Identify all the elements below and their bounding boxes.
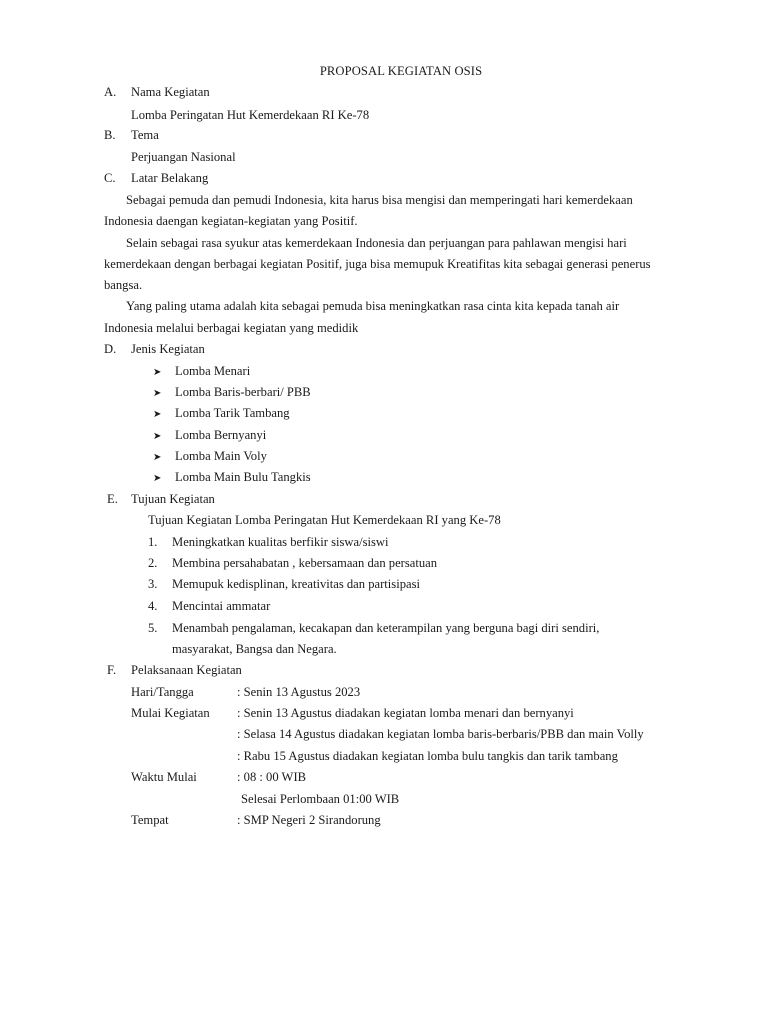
- list-item: [153, 384, 311, 402]
- section-e-intro: Tujuan Kegiatan Lomba Peringatan Hut Kemerdekaan RI yang Ke-78: [148, 513, 501, 527]
- numbered-item: [148, 576, 420, 592]
- paragraph-line: Yang paling utama adalah kita sebagai pemuda bisa meningkatkan rasa cinta kita kepada tanah air: [126, 299, 620, 313]
- item-text: Menambah pengalaman, kecakapan dan keterampilan yang berguna bagi diri sendiri,: [172, 621, 600, 635]
- arrow-bullet-icon: ➤: [153, 473, 162, 484]
- item-text: Mencintai ammatar: [172, 599, 271, 613]
- section-a-heading: Nama Kegiatan: [131, 85, 210, 99]
- field-value-waktu: : 08 : 00 WIB: [237, 770, 307, 784]
- field-label-waktu: Waktu Mulai: [131, 770, 197, 784]
- list-item: [153, 448, 267, 466]
- item-text: Memupuk kedisplinan, kreativitas dan partisipasi: [172, 577, 420, 591]
- paragraph-line: Indonesia melalui berbagai kegiatan yang medidik: [104, 321, 359, 335]
- field-value-hari: : Senin 13 Agustus 2023: [237, 685, 361, 699]
- section-e-letter: E.: [107, 492, 118, 506]
- list-item: [153, 427, 266, 445]
- paragraph-line: Indonesia daengan kegiatan-kegiatan yang Positif.: [104, 214, 358, 228]
- item-number: 4.: [148, 599, 158, 613]
- numbered-item: [148, 555, 437, 571]
- numbered-item: [148, 598, 270, 614]
- list-item-text: Lomba Main Bulu Tangkis: [175, 470, 311, 484]
- paragraph-line: Sebagai pemuda dan pemudi Indonesia, kita harus bisa mengisi dan memperingati hari kemerdekaan: [126, 193, 633, 207]
- arrow-bullet-icon: ➤: [153, 367, 162, 378]
- item-number: 1.: [148, 535, 158, 549]
- arrow-bullet-icon: ➤: [153, 409, 162, 420]
- section-d-heading: Jenis Kegiatan: [131, 342, 205, 356]
- section-c-letter: C.: [104, 171, 116, 185]
- arrow-bullet-icon: ➤: [153, 431, 162, 442]
- item-number: 2.: [148, 556, 158, 570]
- list-item: [153, 363, 250, 381]
- numbered-item: [148, 534, 389, 550]
- numbered-item-continuation: masyarakat, Bangsa dan Negara.: [172, 642, 337, 656]
- section-a-letter: A.: [104, 85, 117, 99]
- list-item-text: Lomba Menari: [175, 364, 251, 378]
- section-e-heading: Tujuan Kegiatan: [131, 492, 215, 506]
- section-a-content: Lomba Peringatan Hut Kemerdekaan RI Ke-78: [131, 108, 370, 122]
- numbered-item: [148, 620, 599, 636]
- field-value-selesai: Selesai Perlombaan 01:00 WIB: [241, 792, 400, 806]
- field-value-mulai: : Senin 13 Agustus diadakan kegiatan lomba menari dan bernyanyi: [237, 706, 574, 720]
- field-label-hari: Hari/Tangga: [131, 685, 194, 699]
- list-item-text: Lomba Tarik Tambang: [175, 406, 290, 420]
- list-item: [153, 405, 290, 423]
- paragraph-line: bangsa.: [104, 278, 143, 292]
- field-label-tempat: Tempat: [131, 813, 169, 827]
- item-number: 5.: [148, 621, 158, 635]
- list-item-text: Lomba Baris-berbari/ PBB: [175, 385, 311, 399]
- field-label-mulai: Mulai Kegiatan: [131, 706, 210, 720]
- item-text: Meningkatkan kualitas berfikir siswa/siswi: [172, 535, 389, 549]
- paragraph-line: kemerdekaan dengan berbagai kegiatan Positif, juga bisa memupuk Kreatifitas kita sebagai generasi penerus: [104, 257, 651, 271]
- section-d-letter: D.: [104, 342, 117, 356]
- arrow-bullet-icon: ➤: [153, 452, 162, 463]
- document-title: PROPOSAL KEGIATAN OSIS: [319, 64, 483, 78]
- list-item-text: Lomba Bernyanyi: [175, 428, 267, 442]
- arrow-bullet-icon: ➤: [153, 388, 162, 399]
- section-f-letter: F.: [107, 663, 117, 677]
- section-b-letter: B.: [104, 128, 116, 142]
- field-value-mulai: : Rabu 15 Agustus diadakan kegiatan lomba bulu tangkis dan tarik tambang: [237, 749, 618, 763]
- section-b-content: Perjuangan Nasional: [131, 150, 236, 164]
- list-item-text: Lomba Main Voly: [175, 449, 267, 463]
- paragraph-line: Selain sebagai rasa syukur atas kemerdekaan Indonesia dan perjuangan para pahlawan mengisi hari: [126, 236, 627, 250]
- field-value-mulai: : Selasa 14 Agustus diadakan kegiatan lomba baris-berbaris/PBB dan main Volly: [237, 727, 644, 741]
- list-item: [153, 469, 311, 487]
- item-text: Membina persahabatan , kebersamaan dan persatuan: [172, 556, 438, 570]
- item-number: 3.: [148, 577, 158, 591]
- section-f-heading: Pelaksanaan Kegiatan: [131, 663, 242, 677]
- field-value-tempat: : SMP Negeri 2 Sirandorung: [237, 813, 381, 827]
- section-c-heading: Latar Belakang: [131, 171, 209, 185]
- section-b-heading: Tema: [131, 128, 159, 142]
